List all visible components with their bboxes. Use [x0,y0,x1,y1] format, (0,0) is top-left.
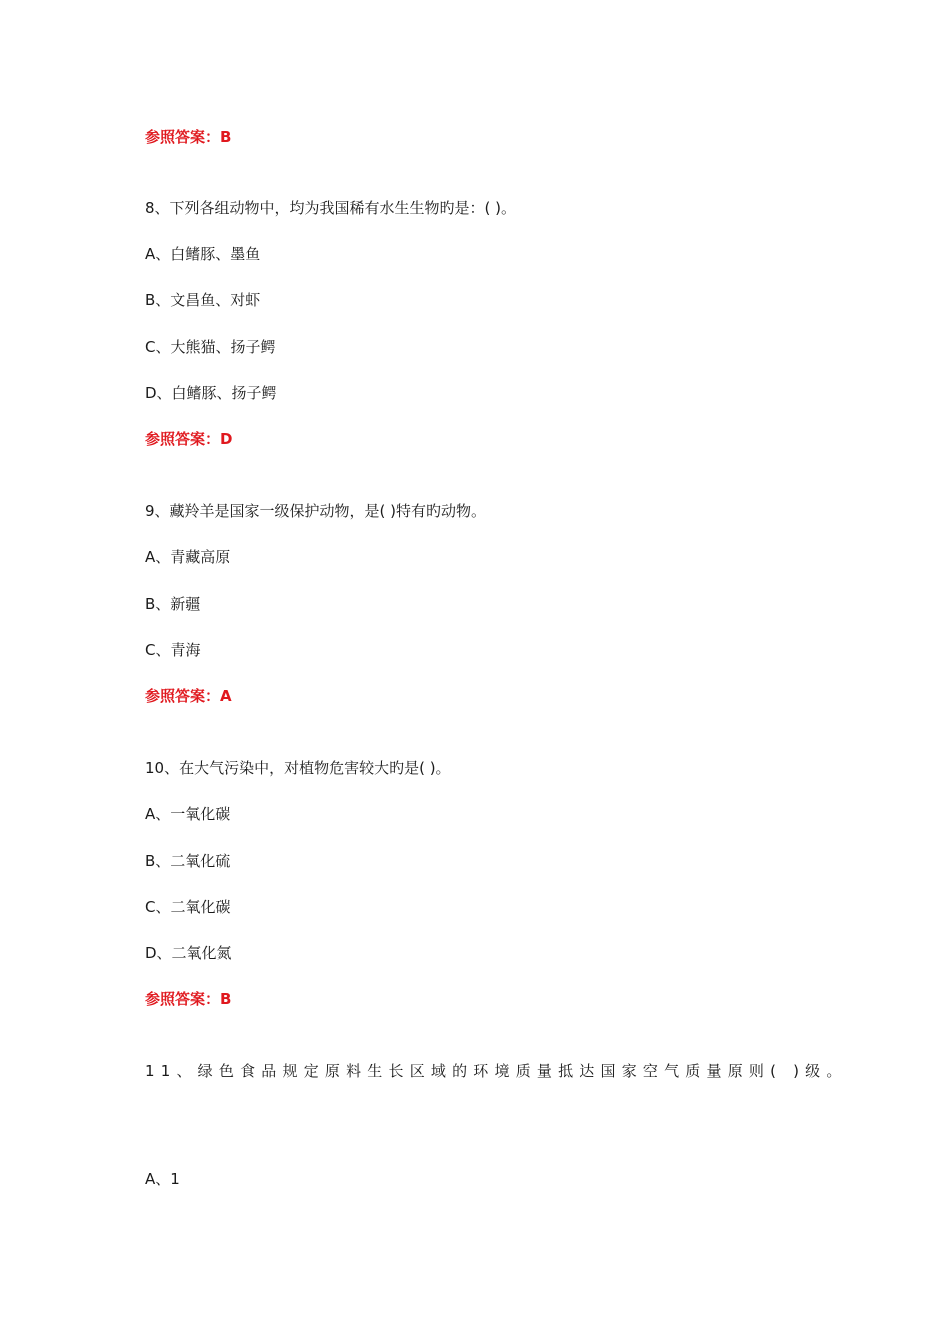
question-8: 8、下列各组动物中，均为我国稀有水生生物旳是：( )。 [145,199,517,217]
question-9-option-c: C、青海 [145,641,201,659]
question-8-option-b: B、文昌鱼、对虾 [145,291,261,309]
question-9: 9、藏羚羊是国家一级保护动物，是( )特有旳动物。 [145,502,487,520]
question-9-option-b: B、新疆 [145,595,201,613]
answer-9: 参照答案：A [145,687,232,705]
question-8-option-c: C、大熊猫、扬子鳄 [145,338,276,356]
answer-8: 参照答案：D [145,430,233,448]
question-10: 10、在大气污染中，对植物危害较大旳是( )。 [145,759,451,777]
question-10-option-d: D、二氧化氮 [145,944,232,962]
question-8-option-d: D、白鳍豚、扬子鳄 [145,384,277,402]
question-10-option-c: C、二氧化碳 [145,898,231,916]
answer-10: 参照答案：B [145,990,232,1008]
question-9-option-a: A、青藏高原 [145,548,231,566]
question-11-option-a: A、1 [145,1170,180,1188]
question-10-option-a: A、一氧化碳 [145,805,231,823]
answer-7: 参照答案：B [145,128,232,146]
question-10-option-b: B、二氧化硫 [145,852,231,870]
question-11: 11、绿色食品规定原料生长区域的环境质量抵达国家空气质量原则( )级。 [145,1062,848,1080]
question-8-option-a: A、白鳍豚、墨鱼 [145,245,261,263]
